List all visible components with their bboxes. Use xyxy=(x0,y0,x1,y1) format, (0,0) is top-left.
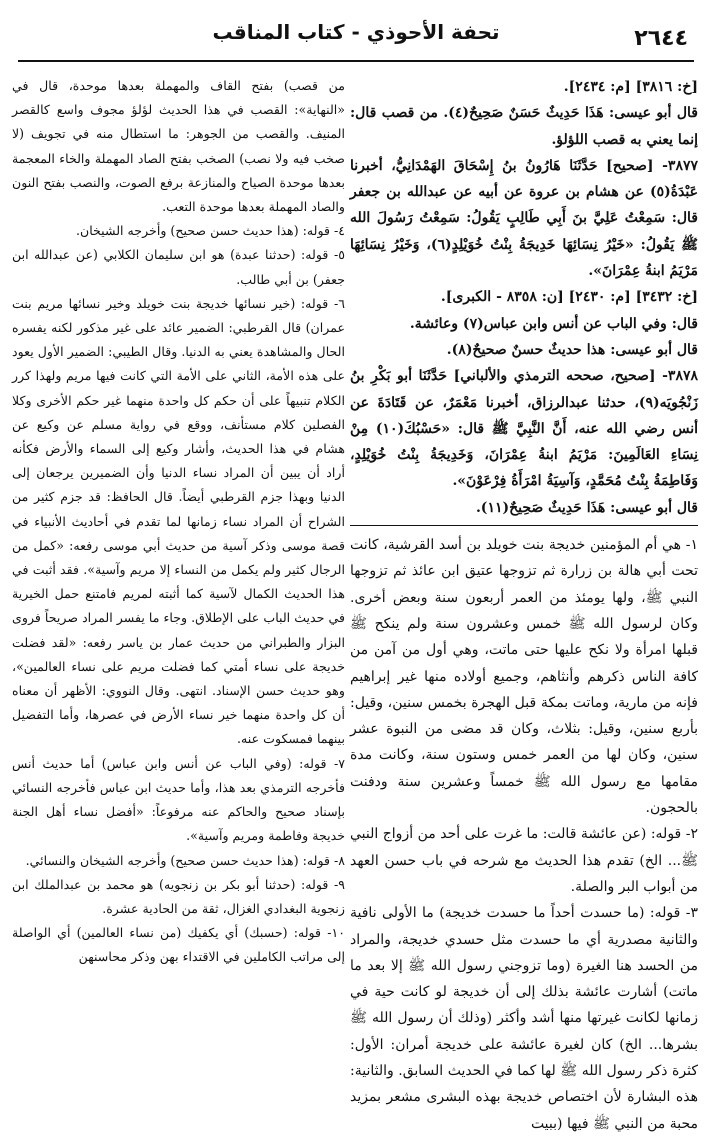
commentary-note: ٢- قوله: (عن عائشة قالت: ما غرت على أحد من أزواج النبي ﷺ... الخ) تقدم هذا الحديث مع شرحه في باب حسن العهد من أبواب البر والصلة. xyxy=(350,826,698,895)
hadith-paragraph: قال: وفي الباب عن أنس وابن عباس(٧) وعائشة. xyxy=(409,315,698,332)
commentary-note: ٥- قوله: (حدثنا عبدة) هو ابن سليمان الكلابي (عن عبدالله ابن جعفر) بن أبي طالب. xyxy=(12,247,345,287)
commentary-note: ١٠- قوله: (حسبك) أي يكفيك (من نساء العالمين) أي الواصلة إلى مراتب الكاملين في الاقتداء بهن وذكر محاسنهن xyxy=(12,925,345,965)
hadith-paragraph: قال أبو عيسى: هَذَا حَدِيثٌ صَحِيحٌ(١١). xyxy=(475,499,698,516)
running-title: تحفة الأحوذي - كتاب المناقب xyxy=(212,20,500,44)
hadith-paragraph: ٣٨٧٧- [صحيح] حَدَّثَنَا هَارُونُ بنُ إِسْحَاقَ الهَمْدَانِيُّ، أخبرنا عَبْدَةُ(٥) عن هشام بن عروة عن أبيه عن عبدالله بن جعفر قال: سَمِعْتُ عَلِيَّ بنَ أَبِي طَالِبٍ يَقُولُ: سَمِعْتُ رَسُولَ الله ﷺ يَقُولُ: «خَيْرُ نِسَائِهَا خَدِيجَةُ بِنْتُ خُوَيْلِدٍ(٦)، وَخَيْرُ نِسَائِهَا مَرْيَمُ ابنةُ عِمْرَانَ». xyxy=(350,157,698,280)
commentary-note: ٨- قوله: (هذا حديث حسن صحيح) وأخرجه الشيخان والنسائي. xyxy=(25,852,345,868)
commentary-note: ٦- قوله: (خير نسائها خديجة بنت خويلد وخير نسائها مريم بنت عمران) قال القرطبي: الضمير عائد على غير مذكور لكنه يفسره الحال والمشاهدة يعني به الدنيا. وقال الطيبي: الضمير الأول يعود على هذه الأمة، الثاني على الأمة التي كانت فيها مريم ولهذا كرر الكلام تنبيهاً على أن حكم كل واحدة منهما غير حكم الأخرى وكلا الفصلين كلام مستأنف، ووقع في رواية مسلم عن وكيع عن هشام في هذا الحديث، وأشار وكيع إلى السماء والأرض فكأنه أراد أن يبين أن المراد نساء الدنيا وأن الضميرين يرجعان إلى الدنيا وبهذا جزم القرطبي أيضاً. قال الحافظ: قد جزم كثير من الشراح أن المراد نساء زمانها لما تقدم في أحاديث الأنبياء في قصة موسى وذكر آسية من حديث أبي موسى رفعه: «كمل من الرجال كثير ولم يكمل من النساء إلا مريم وآسية». فقد أثبت في هذا الحديث الكمال لآسية كما أثبته لمريم فامتنع حمل الخيرية في حديث الباب على الإطلاق. وجاء ما يفسر المراد صريحاً فروى البزار والطبراني من حديث عمار بن ياسر رفعه: «لقد فضلت خديجة على نساء أمتي كما فضلت مريم على نساء العالمين»، وهو حديث حسن الإسناد. انتهى. وقال النووي: الأظهر أن معناه أن كل واحدة منهما خير نساء الأرض في عصرها، وأما التفضيل بينهما فمسكوت عنه. xyxy=(12,295,345,747)
main-text-column xyxy=(350,74,698,1132)
source-reference: [خ: ٣٤٣٢] [م: ٢٤٣٠] [ن: ٨٣٥٨ - الكبرى]. xyxy=(440,289,698,306)
page-number: ٢٦٤٤ xyxy=(634,26,688,51)
footnote-divider xyxy=(350,525,698,526)
page-header xyxy=(18,14,694,62)
hadith-paragraph: ٣٨٧٨- [صحيح، صححه الترمذي والألباني] حَدَّثَنَا أبو بَكْرِ بنُ زَنْجُويَه(٩)، حدثنا عبدالرزاق، أخبرنا مَعْمَرٌ، عن قَتَادَةَ عن أنس رضي الله عنه، أَنَّ النَّبِيَّ ﷺ قال: «حَسْبُكَ(١٠) مِنْ نِسَاءِ العَالَمِينَ: مَرْيَمُ ابنةُ عِمْرَانَ، وَخَدِيجَةُ بِنْتُ خُوَيْلِدٍ، وَفَاطِمَةُ بِنْتُ مُحَمَّدٍ، وَآسِيَةُ امْرَأَةُ فِرْعَوْنَ». xyxy=(350,368,698,490)
source-reference: [خ: ٣٨١٦] [م: ٢٤٣٤]. xyxy=(563,79,698,95)
commentary-note: ١- هي أم المؤمنين خديجة بنت خويلد بن أسد القرشية، كانت تحت أبي هالة بن زرارة ثم تزوجها عتيق ابن عائذ ثم تزوجها النبي ﷺ، ولها يومئذ من العمر أربعون سنة وبعض أخرى. وكان لرسول الله ﷺ خمس وعشرون سنة ولم ينكح ﷺ قبلها امرأة ولا نكح عليها حتى ماتت، وهي أول من آمن من كافة الناس ذكرهم وأنثاهم، وجميع أولاده منها غير إبراهيم فإنه من مارية، وماتت بمكة قبل الهجرة بخمس سنين، وقيل: بأربع سنين، وقيل: بثلاث، وكان قد مضى من النبوة عشر سنين، وكان لها من العمر خمس وستون سنة، وكانت مدة مقامها مع رسول الله ﷺ خمساً وعشرين سنة ودفنت بالحجون. xyxy=(350,537,698,817)
commentary-note: ٣- قوله: (ما حسدت أحداً ما حسدت خديجة) ما الأولى نافية والثانية مصدرية أي ما حسدت مثل حسدي خديجة، والمراد من الحسد هنا الغيرة (وما تزوجني رسول الله ﷺ إلا بعد ما ماتت) أشارت عائشة بذلك إلى أن خديجة لو كانت حية في زمانها لكانت غيرتها منها أشد وأكثر (وذلك أن رسول الله ﷺ بشرها... الخ) كان لغيرة عائشة على خديجة أمران: الأول: كثرة ذكر رسول الله ﷺ لها كما في الحديث السابق. والثانية: هذه البشارة لأن اختصاص خديجة بهذه البشرى مشعر بمزيد محبة من النبي ﷺ فيها (ببيت xyxy=(350,905,698,1132)
commentary-note: ٧- قوله: (وفي الباب عن أنس وابن عباس) أما حديث أنس فأخرجه الترمذي بعد هذا، وأما حديث ابن عباس فأخرجه النسائي بإسناد صحيح والحاكم عنه مرفوعاً: «أفضل نساء أهل الجنة خديجة وفاطمة ومريم وآسية». xyxy=(12,755,345,844)
commentary-note: ٩- قوله: (حدثنا أبو بكر بن زنجويه) هو محمد بن عبدالملك ابن زنجوية البغدادي الغزال، ثقة من الحادية عشرة. xyxy=(12,876,345,916)
hadith-paragraph: قال أبو عيسى: هَذَا حَدِيثٌ حَسَنٌ صَحِيحٌ(٤). من قصب قال: إنما يعني به قصب اللؤلؤ. xyxy=(350,105,698,148)
commentary-column xyxy=(12,74,345,1099)
commentary-note: ٤- قوله: (هذا حديث حسن صحيح) وأخرجه الشيخان. xyxy=(75,223,345,239)
hadith-paragraph: قال أبو عيسى: هذا حديثٌ حسنٌ صحيحٌ(٨). xyxy=(446,341,698,358)
commentary-note: من قصب) بفتح القاف والمهملة بعدها موحدة، قال في «النهاية»: القصب في هذا الحديث لؤلؤ مجوف واسع كالقصر المنيف. والقصب من الجوهر: ما استطال منه في تجويف (لا صخب فيه ولا نصب) الصخب بفتح الصاد المهملة والخاء المعجمة بعدها موحدة الصياح والمنازعة برفع الصوت، والنصب بفتح النون والصاد المهملة بعدها موحدة التعب. xyxy=(12,78,345,215)
